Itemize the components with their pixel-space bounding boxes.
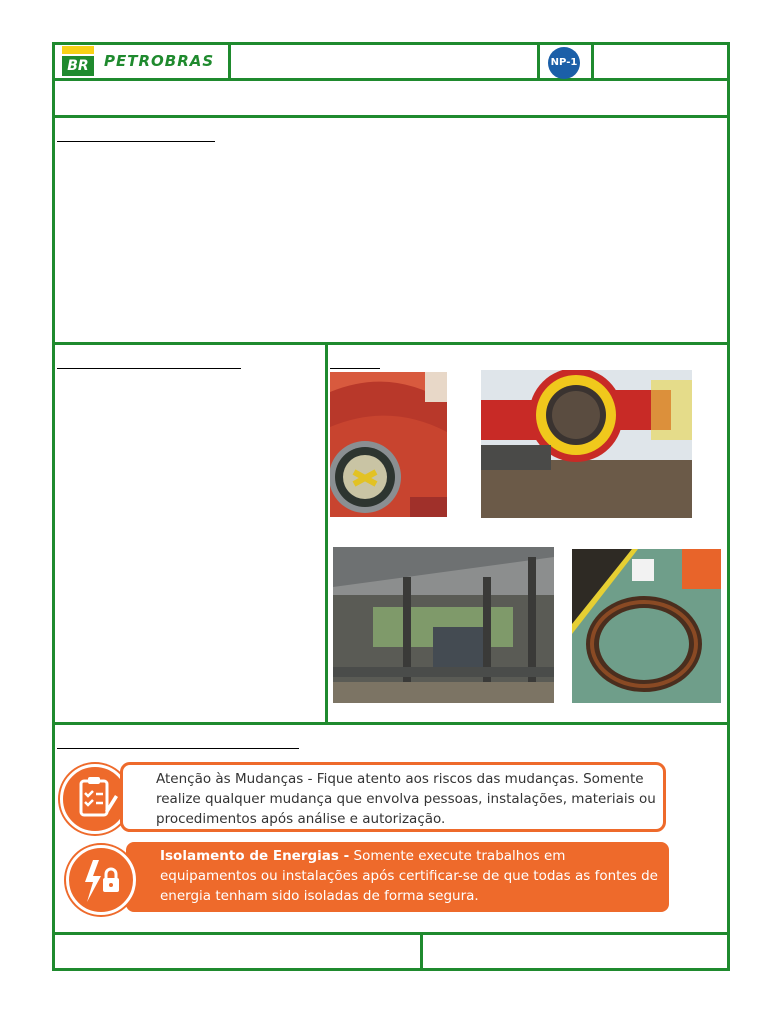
header-divider-1 [228, 42, 231, 80]
section-2-divider [325, 342, 328, 724]
title-row-bottom-line [52, 115, 730, 118]
section-1-heading-underline [57, 141, 215, 142]
header-divider-3 [591, 42, 594, 80]
section-3-heading-underline [57, 748, 299, 749]
np-badge: NP-1 [548, 47, 580, 79]
callout-energias [126, 842, 669, 912]
photo-pump-casing [330, 372, 447, 517]
br-logo-mark [62, 46, 94, 76]
energy-lock-icon [66, 845, 136, 915]
brand-name: PETROBRAS [104, 52, 215, 70]
callout-mudancas [120, 762, 666, 832]
footer-top-line [52, 932, 730, 935]
photo-rusty-ring [572, 549, 721, 703]
photos-heading-underline [330, 368, 380, 369]
header-divider-2 [537, 42, 540, 80]
callout-energias-body: Somente execute trabalhos em equipamentos ou instalações após certificar-se de que todas as fontes de energia tenham sido isoladas de forma segura. [160, 848, 658, 904]
photo-pipe-flange [481, 370, 692, 518]
header-bottom-line [52, 78, 730, 81]
br-logo-text: BR [62, 56, 94, 76]
callout-energias-text [160, 846, 660, 906]
footer-divider [420, 932, 423, 971]
section-2-bottom-line [52, 722, 730, 725]
petrobras-logo [62, 46, 214, 76]
callout-mudancas-body: Fique atento aos riscos das mudanças. Somente realize qualquer mudança que envolva pessoas, instalações, materiais ou procedimentos após análise e autorização. [156, 771, 656, 827]
section-2-heading-underline [57, 368, 241, 369]
callout-mudancas-text [156, 769, 666, 829]
callout-mudancas-title: Atenção às Mudanças - [156, 771, 313, 787]
callout-energias-title: Isolamento de Energias - [160, 848, 350, 864]
photo-industrial-shed [333, 547, 554, 703]
section-1-bottom-line [52, 342, 730, 345]
